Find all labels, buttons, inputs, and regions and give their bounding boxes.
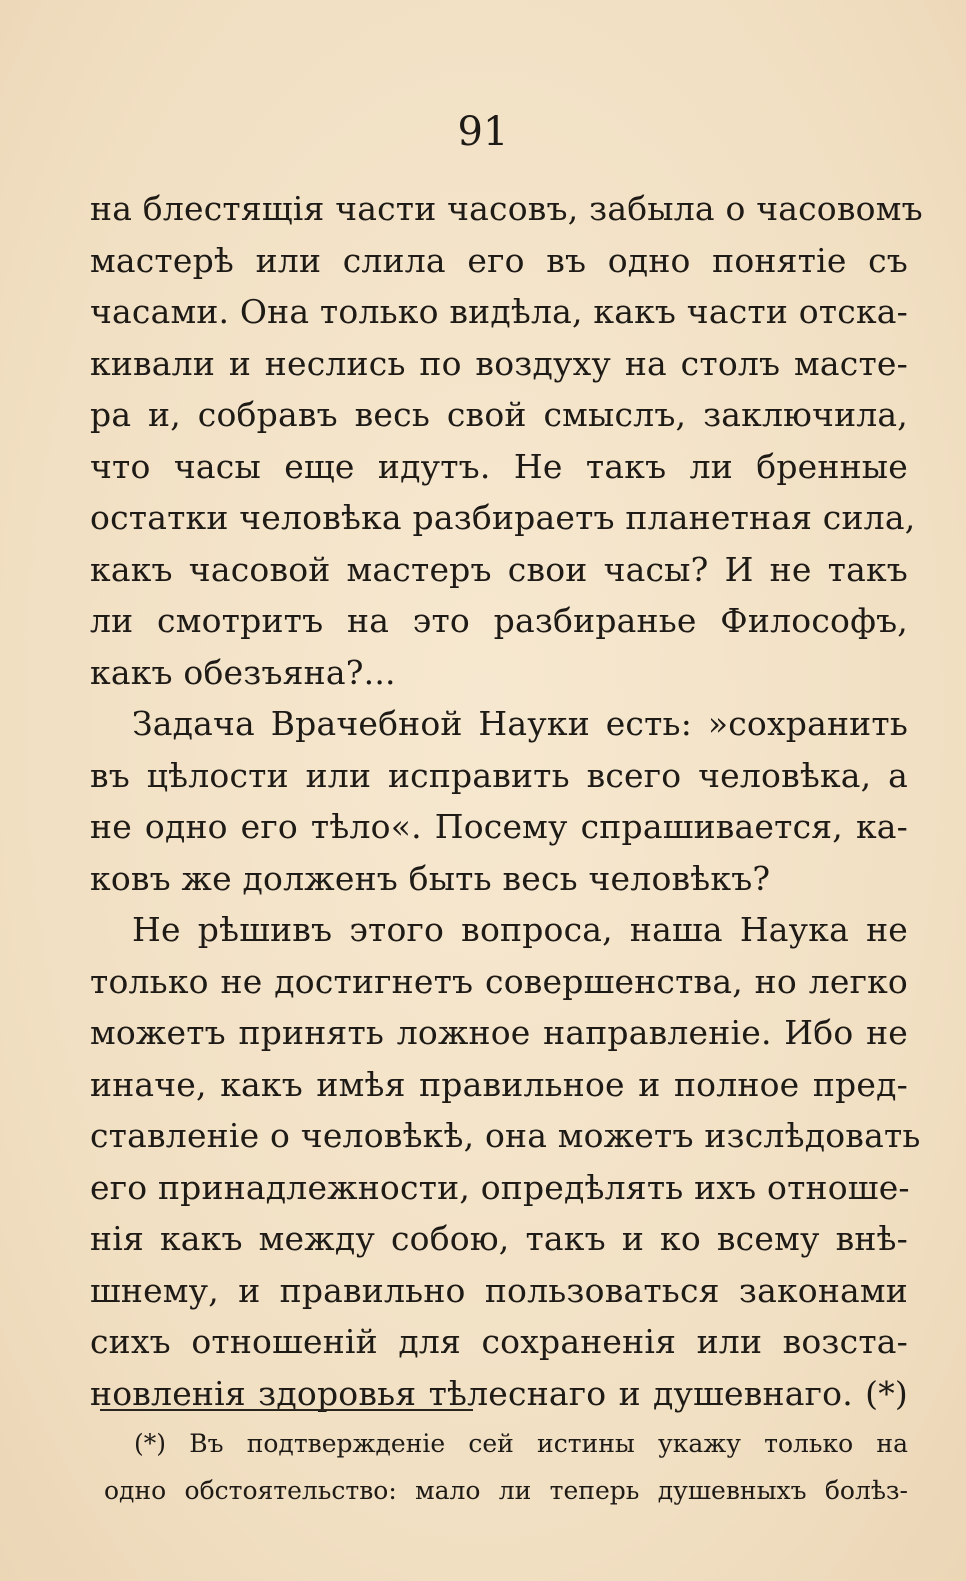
footnote-divider [100, 1409, 473, 1411]
text-line: не одно его тѣло«. Посему спрашивается, ка- [90, 807, 908, 846]
text-line: ставленіе о человѣкѣ, она можетъ изслѣдовать [90, 1116, 921, 1155]
footnote [104, 1420, 908, 1514]
text-line: ли смотритъ на это разбиранье Философъ, [90, 601, 908, 640]
text-line: ра и, собравъ весь свой смыслъ, заключила, [90, 395, 908, 434]
text-line: какъ обезъяна?... [90, 652, 396, 692]
text-line: только не достигнетъ совершенства, но легко [90, 961, 908, 1001]
text-line: какъ часовой мастеръ свои часы? И не такъ [90, 549, 908, 589]
text-line: на блестящія части часовъ, забыла о часовомъ [90, 189, 923, 228]
text-line: его принадлежности, опредѣлять ихъ отноше- [90, 1167, 910, 1207]
text-line: что часы еще идутъ. Не такъ ли бренные [90, 446, 908, 486]
text-line: сихъ отношеній для сохраненія или возста- [90, 1322, 908, 1361]
text-line: шнему, и правильно пользоваться законами [90, 1270, 908, 1310]
text-line: кивали и неслись по воздуху на столъ масте- [90, 343, 908, 383]
text-line: ковъ же долженъ быть весь человѣкъ? [90, 858, 771, 898]
footnote-line: одно обстоятельство: мало ли теперь душевныхъ болѣз- [104, 1476, 908, 1505]
text-line: остатки человѣка разбираетъ планетная сила, [90, 498, 916, 537]
text-line: мастерѣ или слила его въ одно понятіе съ [90, 240, 908, 280]
text-line: можетъ принять ложное направленіе. Ибо не [90, 1013, 908, 1052]
text-line: нія какъ между собою, такъ и ко всему внѣ- [90, 1219, 908, 1258]
text-line: въ цѣлости или исправить всего человѣка, а [90, 755, 908, 795]
text-line: новленія здоровья тѣлеснаго и душевнаго. (*) [90, 1373, 908, 1413]
page-number: 91 [457, 109, 509, 155]
text-line: часами. Она только видѣла, какъ части отска- [90, 292, 908, 331]
footnote-line: (*) Въ подтвержденіе сей истины укажу только на [134, 1429, 908, 1458]
text-line: иначе, какъ имѣя правильное и полное пред- [90, 1064, 908, 1104]
paragraph-start-line: Задача Врачебной Науки есть: »сохранить [132, 704, 908, 743]
paragraph-start-line: Не рѣшивъ этого вопроса, наша Наука не [132, 910, 908, 949]
body-text [90, 183, 923, 1419]
